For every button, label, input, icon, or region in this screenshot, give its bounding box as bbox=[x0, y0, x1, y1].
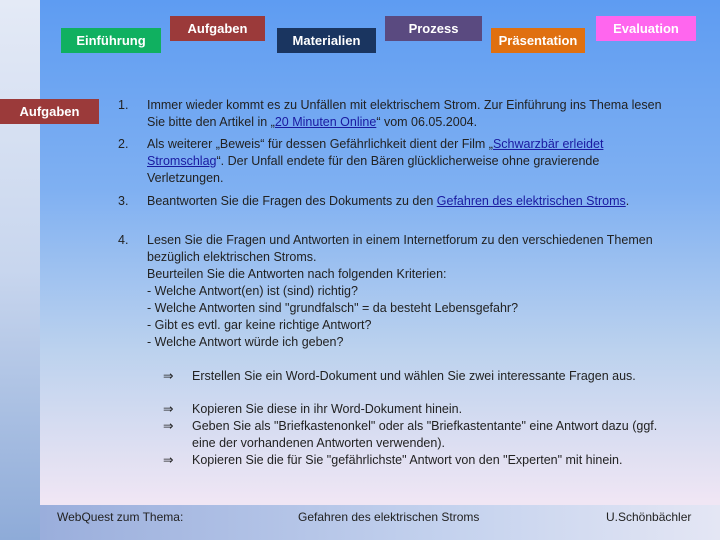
nav-prozess-button[interactable]: Prozess bbox=[385, 16, 482, 41]
item-number: 4. bbox=[118, 233, 129, 247]
link-schwarzbaer-video[interactable]: Schwarzbär erleidet Stromschlag bbox=[147, 137, 604, 168]
task-item-1 bbox=[118, 97, 678, 131]
item-number: 3. bbox=[118, 194, 129, 208]
nav-materialien-button[interactable]: Materialien bbox=[277, 28, 376, 53]
link-20-minuten-online[interactable]: 20 Minuten Online bbox=[274, 115, 377, 129]
nav-praesentation-button[interactable]: Präsentation bbox=[491, 28, 585, 53]
footer-right: U.Schönbächler bbox=[606, 510, 692, 524]
step-item bbox=[163, 418, 683, 452]
item-line: Beurteilen Sie die Antworten nach folgenden Kriterien: bbox=[147, 267, 447, 281]
item-line: - Welche Antworten sind "grundfalsch" = da besteht Lebensgefahr? bbox=[147, 301, 519, 315]
section-label: Aufgaben bbox=[0, 99, 99, 124]
footer-left: WebQuest zum Thema: bbox=[57, 510, 184, 524]
task-item-2 bbox=[118, 136, 678, 187]
arrow-icon: ⇒ bbox=[163, 453, 174, 467]
footer-center: Gefahren des elektrischen Stroms bbox=[298, 510, 480, 524]
step-text: Kopieren Sie die für Sie "gefährlichste" Antwort von den "Experten" mit hinein. bbox=[192, 453, 623, 467]
step-text: Erstellen Sie ein Word-Dokument und wählen Sie zwei interessante Fragen aus. bbox=[192, 369, 636, 383]
item-line: - Gibt es evtl. gar keine richtige Antwort? bbox=[147, 318, 372, 332]
item-line: - Welche Antwort(en) ist (sind) richtig? bbox=[147, 284, 358, 298]
step-item bbox=[163, 368, 683, 385]
item-number: 2. bbox=[118, 137, 129, 151]
step-item bbox=[163, 401, 683, 418]
item-text: Immer wieder kommt es zu Unfällen mit elektrischem Strom. Zur Einführung ins Thema lesen Sie bitte den Artikel in „ bbox=[147, 98, 662, 129]
arrow-icon: ⇒ bbox=[163, 419, 174, 433]
step-text: Geben Sie als "Briefkastenonkel" oder als "Briefkastentante" eine Antwort dazu (ggf. eine der vorhandenen Antworten verwenden). bbox=[192, 419, 658, 450]
link-gefahren-dokument[interactable]: Gefahren des elektrischen Stroms bbox=[436, 194, 626, 208]
item-text: Als weiterer „Beweis“ für dessen Gefährlichkeit dient der Film „ bbox=[147, 137, 493, 151]
item-number: 1. bbox=[118, 98, 129, 112]
item-text: “. Der Unfall endete für den Bären glücklicherweise ohne gravierende Verletzungen. bbox=[147, 154, 600, 185]
item-text: . bbox=[625, 194, 630, 208]
task-item-3 bbox=[118, 193, 678, 210]
step-text: Kopieren Sie diese in ihr Word-Dokument hinein. bbox=[192, 402, 463, 416]
nav-evaluation-button[interactable]: Evaluation bbox=[596, 16, 696, 41]
nav-aufgaben-button[interactable]: Aufgaben bbox=[170, 16, 265, 41]
item-text: “ vom 06.05.2004. bbox=[376, 115, 478, 129]
arrow-icon: ⇒ bbox=[163, 402, 174, 416]
step-item bbox=[163, 452, 683, 469]
nav-einfuehrung-button[interactable]: Einführung bbox=[61, 28, 161, 53]
item-text: Beantworten Sie die Fragen des Dokuments zu den bbox=[147, 194, 437, 208]
arrow-icon: ⇒ bbox=[163, 369, 174, 383]
item-line: Lesen Sie die Fragen und Antworten in einem Internetforum zu den verschiedenen Themen bezüglich elektrischen Stroms. bbox=[147, 233, 653, 264]
item-line: - Welche Antwort würde ich geben? bbox=[147, 335, 344, 349]
task-item-4 bbox=[118, 232, 678, 351]
left-strip bbox=[0, 0, 40, 540]
